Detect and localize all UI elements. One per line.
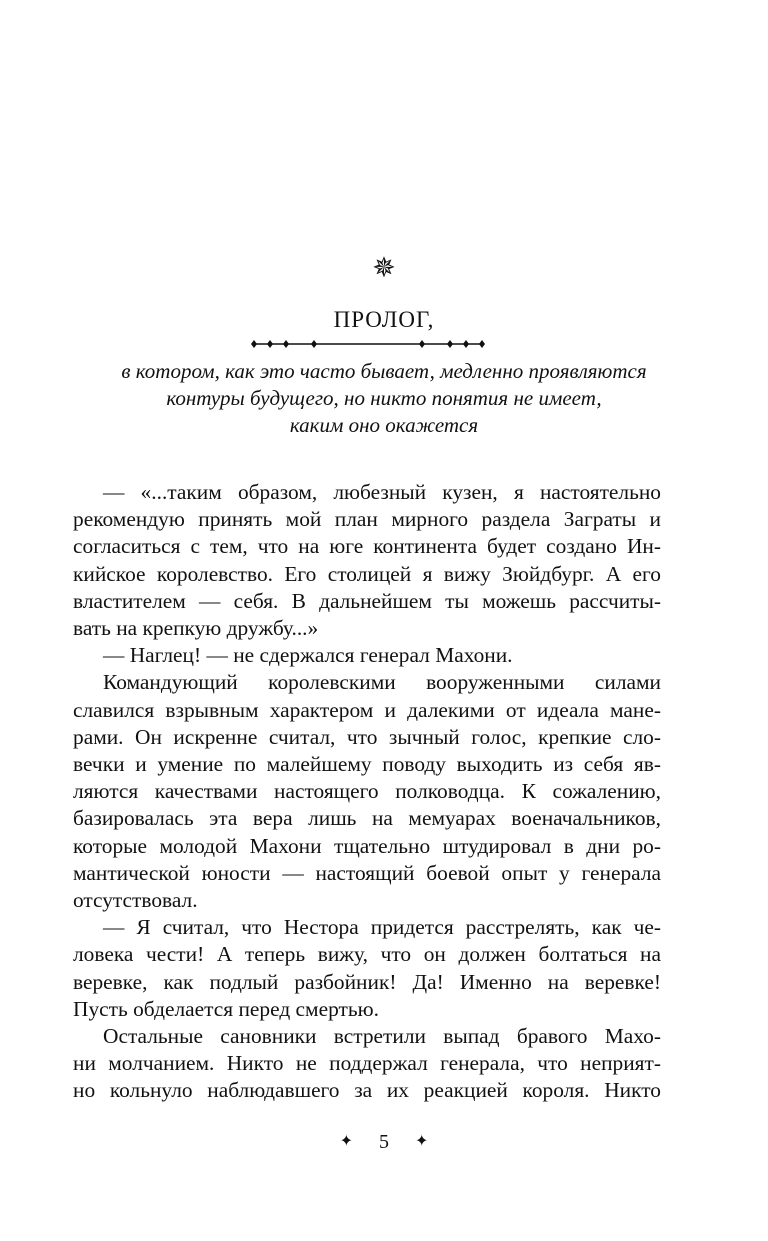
subtitle-line: контуры будущего, но никто понятия не имеет,	[166, 386, 602, 410]
text-line: согласиться с тем, что на юге континента будет создано Ин-	[73, 534, 661, 559]
text-line: вечки и умение по малейшему поводу выходить из себя яв-	[73, 752, 661, 777]
paragraph-5	[73, 1023, 661, 1105]
text-line: ни молчанием. Никто не поддержал генерала, что неприят-	[73, 1051, 661, 1076]
text-line: — Я считал, что Нестора придется расстрелять, как че-	[103, 915, 661, 940]
text-line: — Наглец! — не сдержался генерал Махони.	[103, 643, 513, 668]
paragraph-3	[73, 669, 661, 914]
footer-star-icon: ✦	[415, 1133, 429, 1151]
page-number: 5	[379, 1131, 389, 1154]
text-line: кийское королевство. Его столицей я вижу Зюйдбург. А его	[73, 561, 661, 586]
text-line: отсутствовал.	[73, 888, 198, 913]
chapter-subtitle	[70, 358, 698, 439]
text-line: веревке, как подлый разбойник! Да! Именно на веревке!	[73, 969, 661, 994]
footer-star-icon: ✦	[339, 1133, 353, 1151]
text-line: ловека чести! А теперь вижу, что он должен болтаться на	[73, 942, 661, 967]
decorative-divider	[250, 336, 486, 352]
text-line: которые молодой Махони тщательно штудировал в дни ро-	[73, 833, 661, 858]
text-line: базировалась эта вера лишь на мемуарах военачальников,	[73, 806, 661, 831]
paragraph-1	[73, 479, 661, 642]
chapter-title: ПРОЛОГ,	[333, 307, 435, 332]
text-line: мантической юности — настоящий боевой опыт у генерала	[73, 860, 661, 885]
text-line: Командующий королевскими вооруженными силами	[103, 670, 661, 695]
text-line: Остальные сановники встретили выпад бравого Махо-	[103, 1024, 661, 1049]
subtitle-line: каким оно окажется	[289, 413, 479, 437]
text-line: — «...таким образом, любезный кузен, я настоятельно	[103, 480, 661, 504]
page-footer	[0, 1128, 768, 1155]
text-line: Пусть обделается перед смертью.	[73, 996, 379, 1021]
chapter-ornament-icon: ✵	[372, 253, 396, 284]
text-line: властителем — себя. В дальнейшем ты можешь рассчиты-	[73, 588, 661, 613]
text-line: рами. Он искренне считал, что зычный голос, крепкие сло-	[73, 724, 661, 749]
text-line: рекомендую принять мой план мирного раздела Заграты и	[73, 507, 661, 532]
subtitle-line: в котором, как это часто бывает, медленно проявляются	[121, 359, 647, 383]
text-line: но кольнуло наблюдавшего за их реакцией короля. Никто	[73, 1078, 661, 1103]
text-line: славился взрывным характером и далекими от идеала мане-	[73, 697, 661, 722]
text-line: вать на крепкую дружбу...»	[73, 616, 319, 641]
paragraph-4	[73, 914, 661, 1023]
body-text	[73, 479, 661, 1105]
paragraph-2	[73, 642, 661, 669]
text-line: ляются качествами настоящего полководца. К сожалению,	[73, 779, 661, 804]
